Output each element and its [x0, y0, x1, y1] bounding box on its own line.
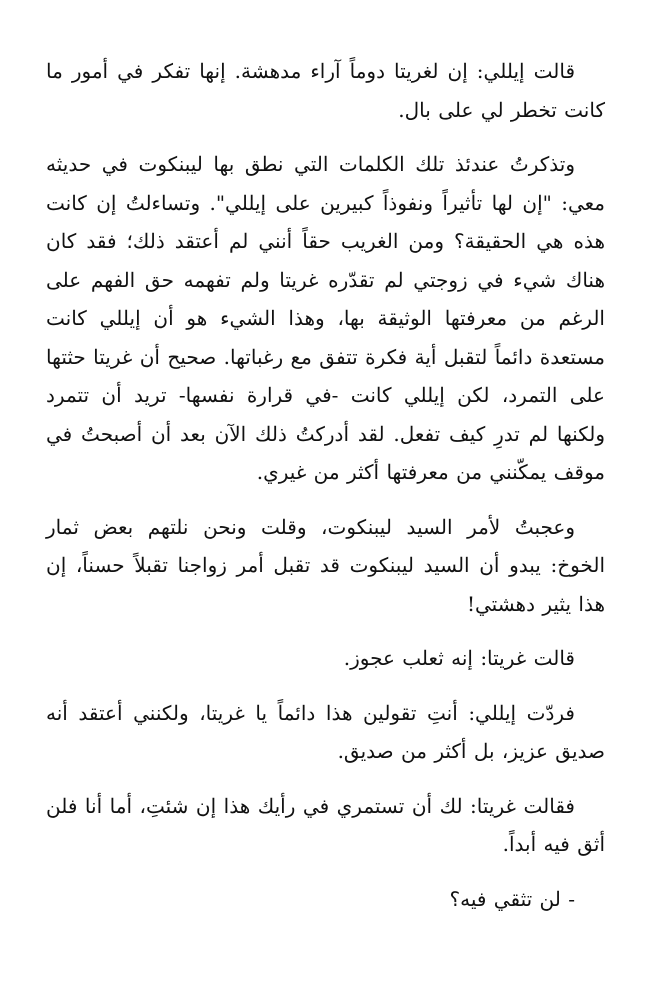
paragraph-1: قالت إيللي: إن لغريتا دوماً آراء مدهشة. إنها تفكر في أمور ما كانت تخطر لي على بال. — [46, 59, 605, 122]
paragraph-2: وتذكرتُ عندئذ تلك الكلمات التي نطق بها ليبنكوت في حديثه معي: "إن لها تأثيراً ونفوذاً كبيرين على إيللي". وتساءلتُ إن كانت هذه هي الحقيقة؟ ومن الغريب حقاً أنني لم أعتقد ذلك؛ فقد كان هناك شيء في زوجتي لم تقدّره غريتا ولم تفهمه حق الفهم على الرغم من معرفتها الوثيقة بها، وهذا الشيء هو أن إيللي كانت مستعدة دائماً لتقبل أية فكرة تتفق مع رغباتها. صحيح أن غريتا حثتها على التمرد، لكن إيللي كانت -في قرارة نفسها- تريد أن تتمرد ولكنها لم تدرِ كيف تفعل. لقد أدركتُ ذلك الآن بعد أن أصبحتُ في موقف يمكّنني من معرفتها أكثر من غيري. — [46, 152, 605, 484]
paragraph-4: قالت غريتا: إنه ثعلب عجوز. — [343, 646, 575, 670]
paragraph-5: فردّت إيللي: أنتِ تقولين هذا دائماً يا غريتا، ولكنني أعتقد أنه صديق عزيز، بل أكثر من صديق. — [46, 700, 605, 763]
paragraph-6: فقالت غريتا: لك أن تستمري في رأيك هذا إن شئتِ، أما أنا فلن أثق فيه أبداً. — [46, 793, 605, 856]
paragraph-3: وعجبتُ لأمر السيد ليبنكوت، وقلت ونحن نلتهم بعض ثمار الخوخ: يبدو أن السيد ليبنكوت قد تقبل أمر زواجنا تقبلاً حسناً، إن هذا يثير دهشتي! — [46, 514, 605, 616]
paragraph-7: - لن تثقي فيه؟ — [449, 886, 575, 911]
